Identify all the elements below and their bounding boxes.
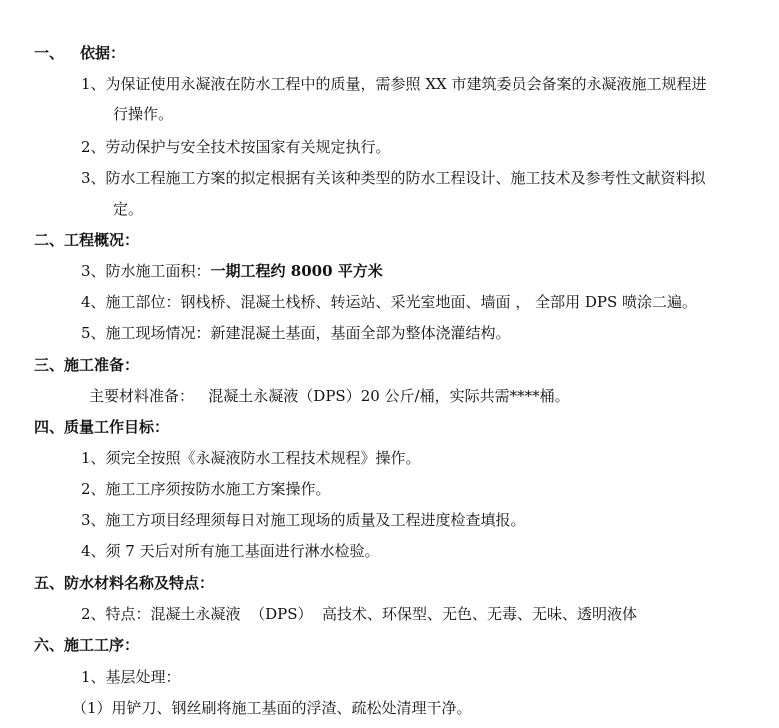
materials-item-features: 2、特点：混凝土永凝液 （DPS） 高技术、环保型、无色、无毒、无味、透明液体 [81,605,638,623]
overview-item-area-value: 一期工程约 8000 平方米 [210,262,383,280]
section-heading-preparation: 三、施工准备： [34,356,140,374]
section-title: 依据： [80,44,126,62]
section-heading-process: 六、施工工序： [34,636,140,654]
process-item-base: 1、基层处理： [81,668,181,686]
process-subitem-1: （1）用铲刀、钢丝刷将施工基面的浮渣、疏松处清理干净。 [72,699,472,717]
overview-item-parts: 4、施工部位：钢栈桥、混凝土栈桥、转运站、采光室地面、墙面 ， 全部用 DPS 喷涂二遍。 [81,293,698,311]
section-heading-materials: 五、防水材料名称及特点： [34,574,215,592]
section-heading-overview: 二、工程概况： [34,231,140,249]
quality-item-3: 3、施工方项目经理须每日对施工现场的质量及工程进度检查填报。 [81,511,526,529]
overview-item-area-label: 3、防水施工面积： [81,262,211,280]
basis-item-2: 2、劳动保护与安全技术按国家有关规定执行。 [81,138,391,156]
basis-item-1-cont: 行操作。 [113,105,174,123]
quality-item-1: 1、须完全按照《永凝液防水工程技术规程》操作。 [81,449,421,467]
section-heading-quality: 四、质量工作目标： [34,418,170,436]
overview-item-site: 5、施工现场情况：新建混凝土基面，基面全部为整体浇灌结构。 [81,324,511,342]
basis-item-3: 3、防水工程施工方案的拟定根据有关该种类型的防水工程设计、施工技术及参考性文献资料拟 [81,169,706,187]
basis-item-3-cont: 定。 [113,200,144,218]
basis-item-1: 1、为保证使用永凝液在防水工程中的质量，需参照 XX 市建筑委员会备案的永凝液施工规程进 [81,75,707,93]
preparation-item-materials: 主要材料准备： 混凝土永凝液（DPS）20 公斤/桶，实际共需****桶。 [89,387,570,405]
section-number: 一、 [34,44,65,62]
quality-item-4: 4、须 7 天后对所有施工基面进行淋水检验。 [81,542,380,560]
overview-item-area [81,260,779,282]
quality-item-2: 2、施工工序须按防水施工方案操作。 [81,480,331,498]
